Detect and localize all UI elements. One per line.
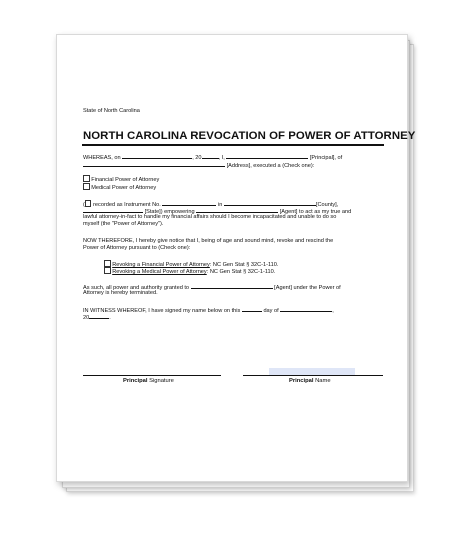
checkbox-financial[interactable] — [83, 175, 90, 182]
recorded-line-1: ( recorded as Instrument No. in [County], — [83, 202, 339, 208]
whereas-line-2: [Address], executed a (Check one): — [83, 161, 314, 170]
county-field[interactable] — [224, 200, 316, 206]
checkbox-revoke-medical[interactable] — [104, 267, 111, 274]
checkbox-medical[interactable] — [83, 183, 90, 190]
witness-line-1: IN WITNESS WHEREOF, I have signed my name below on this day of , — [83, 308, 334, 314]
link-revoking-financial[interactable]: Revoking a Financial Power of Attorney — [112, 262, 210, 268]
principal-field[interactable] — [226, 153, 308, 159]
checkbox-recorded[interactable] — [85, 200, 92, 207]
now-therefore-line-1: NOW THEREFORE, I hereby give notice that I, being of age and sound mind, revoke and rescind the — [83, 238, 334, 244]
state-field[interactable] — [83, 207, 143, 213]
address-field[interactable] — [83, 161, 225, 167]
now-therefore-line-2: Power of Attorney pursuant to (Check one): — [83, 245, 191, 251]
day-field[interactable] — [242, 306, 262, 312]
name-line — [243, 375, 383, 376]
recorded-line-3: lawful attorney-in-fact to handle my financial affairs should I become incapacitated and unable to do so — [83, 214, 337, 220]
checkbox-revoke-financial[interactable] — [104, 260, 111, 267]
as-such-line-2: Attorney is hereby terminated. — [83, 290, 158, 296]
agent-field[interactable] — [196, 207, 278, 213]
as-such-line-1: As such, all power and authority granted to [Agent] under the Power of — [83, 285, 341, 291]
date-field[interactable] — [122, 153, 192, 159]
state-label: State of North Carolina — [83, 108, 140, 114]
option-financial[interactable]: Financial Power of Attorney — [83, 175, 159, 184]
option-medical[interactable]: Medical Power of Attorney — [83, 183, 156, 192]
principal-name-label: Principal Name — [289, 378, 331, 384]
revocation-medical: Revoking a Medical Power of Attorney: NC Gen Stat § 32C-1-110. — [104, 267, 275, 276]
witness-line-2: 20 . — [83, 315, 111, 321]
signature-line — [83, 375, 221, 376]
whereas-line-1: WHEREAS, on , 20 , I, [Principal], of — [83, 155, 343, 161]
agent-terminated-field[interactable] — [191, 283, 273, 289]
recorded-line-2: [State]) empowering [Agent] to act as my true and — [83, 207, 351, 216]
revocation-financial: Revoking a Financial Power of Attorney: NC Gen Stat § 32C-1-110. — [104, 260, 278, 269]
witness-year-field[interactable] — [89, 313, 109, 319]
document-page — [56, 34, 416, 482]
instrument-field[interactable] — [162, 200, 216, 206]
link-revoking-medical[interactable]: Revoking a Medical Power of Attorney — [112, 269, 207, 275]
title-rule — [82, 144, 384, 146]
year-field[interactable] — [202, 153, 219, 159]
month-field[interactable] — [280, 306, 332, 312]
recorded-line-4: myself (the "Power of Attorney"). — [83, 221, 164, 227]
document-title: NORTH CAROLINA REVOCATION OF POWER OF ATTORNEY — [83, 130, 416, 142]
principal-signature-label: Principal Signature — [123, 378, 174, 384]
